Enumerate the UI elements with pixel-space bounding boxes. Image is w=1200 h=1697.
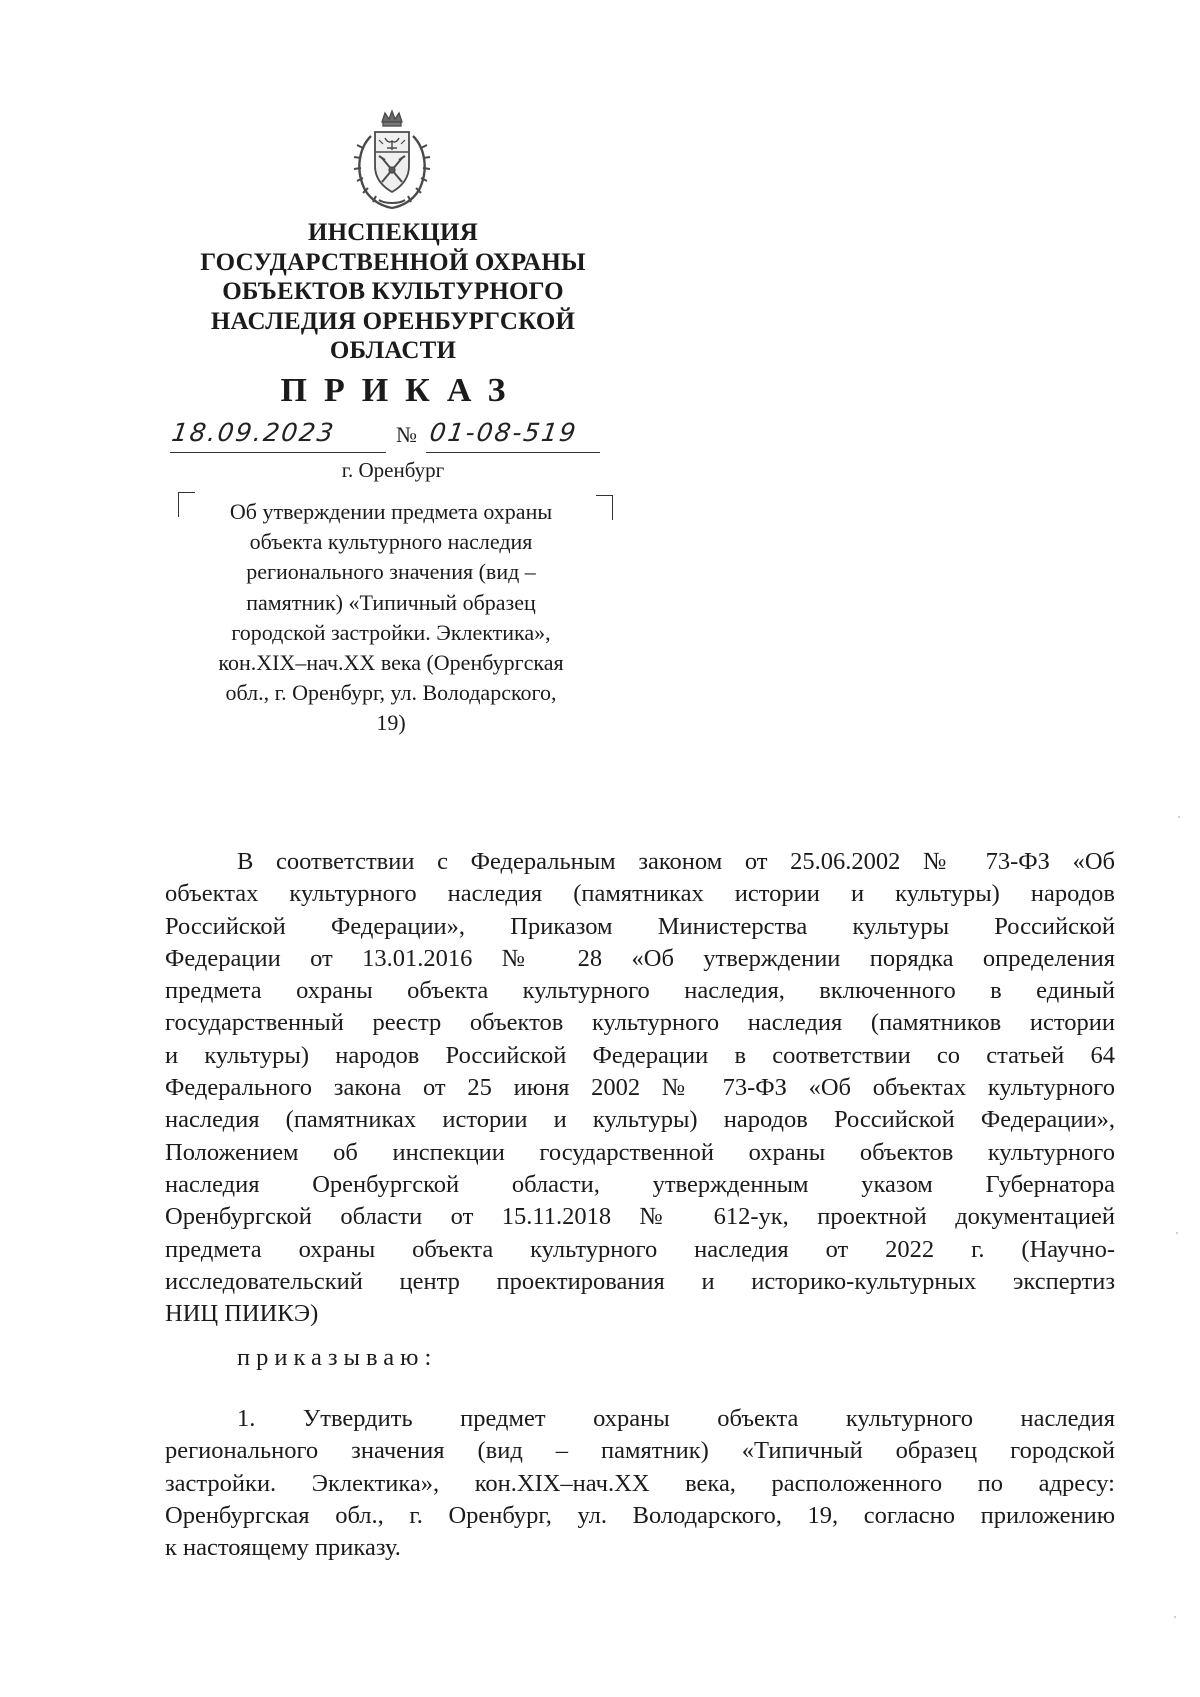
text-line: наследия Оренбургской области, утвержденным указом Губернатора — [165, 1170, 1115, 1198]
text-line: Оренбургская обл., г. Оренбург, ул. Володарского, 19, согласно приложению — [165, 1501, 1115, 1529]
order-subject — [176, 497, 606, 739]
organization-name — [150, 218, 636, 366]
subject-line: регионального значения (вид – — [246, 559, 536, 585]
text-line: к настоящему приказу. — [165, 1534, 401, 1562]
date-underline — [170, 452, 386, 453]
subject-line: объекта культурного наследия — [249, 529, 533, 555]
org-line: ОБЛАСТИ — [329, 337, 457, 364]
text-line: Положением об инспекции государственной охраны объектов культурного — [165, 1138, 1115, 1166]
scan-speck — [1176, 1232, 1178, 1234]
text-line: и культуры) народов Российской Федерации в соответствии со статьей 64 — [165, 1041, 1115, 1069]
scan-speck — [1174, 1616, 1176, 1618]
date-number-row — [170, 418, 600, 454]
order-date: 18.09.2023 — [169, 418, 338, 447]
text-line: Федерации от 13.01.2016 № 28 «Об утверждении порядка определения — [165, 944, 1115, 972]
text-line: исследовательский центр проектирования и историко-культурных экспертиз — [165, 1267, 1115, 1295]
preamble-paragraph — [165, 846, 1115, 1330]
text-line: застройки. Эклектика», кон.XIX–нач.XX века, расположенного по адресу: — [165, 1469, 1115, 1497]
decree-word: приказываю: — [237, 1344, 438, 1371]
order-number: 01-08-519 — [427, 418, 580, 447]
org-line: ГОСУДАРСТВЕННОЙ ОХРАНЫ — [200, 248, 586, 276]
subject-line: памятник) «Типичный образец — [246, 589, 536, 615]
subject-line: Об утверждении предмета охраны — [229, 499, 553, 524]
number-underline — [426, 452, 600, 453]
text-line: предмета охраны объекта культурного наследия, включенного в единый — [165, 977, 1115, 1005]
text-line: объектах культурного наследия (памятниках истории и культуры) народов — [165, 880, 1115, 908]
text-line: регионального значения (вид – памятник) «Типичный образец городской — [165, 1437, 1115, 1465]
subject-line: 19) — [376, 710, 406, 736]
org-line: ИНСПЕКЦИЯ — [308, 219, 478, 246]
item-1-paragraph — [165, 1403, 1115, 1564]
text-line: Российской Федерации», Приказом Министерства культуры Российской — [165, 912, 1115, 940]
coat-of-arms-icon — [349, 108, 435, 212]
text-line: НИЦ ПИИКЭ) — [165, 1300, 319, 1328]
scan-speck — [1178, 816, 1180, 818]
number-sign: № — [396, 422, 417, 447]
text-line: Федерального закона от 25 июня 2002 № 73-ФЗ «Об объектах культурного — [165, 1074, 1115, 1102]
text-line: предмета охраны объекта культурного наследия от 2022 г. (Научно- — [165, 1235, 1115, 1263]
subject-line: обл., г. Оренбург, ул. Володарского, — [225, 680, 557, 706]
subject-line: кон.XIX–нач.XX века (Оренбургская — [218, 650, 564, 676]
text-line: Оренбургской области от 15.11.2018 № 612-ук, проектной документацией — [165, 1203, 1115, 1231]
org-line: НАСЛЕДИЯ ОРЕНБУРГСКОЙ — [210, 307, 576, 335]
order-title: ПРИКАЗ — [280, 372, 523, 409]
city: г. Оренбург — [341, 458, 445, 482]
text-line: 1. Утвердить предмет охраны объекта культурного наследия — [237, 1405, 1115, 1432]
text-line: В соответствии с Федеральным законом от 25.06.2002 № 73-ФЗ «Об — [237, 848, 1115, 875]
text-line: государственный реестр объектов культурного наследия (памятников истории — [165, 1009, 1115, 1037]
text-line: наследия (памятниках истории и культуры) народов Российской Федерации», — [165, 1106, 1115, 1134]
org-line: ОБЪЕКТОВ КУЛЬТУРНОГО — [222, 278, 564, 305]
subject-line: городской застройки. Эклектика», — [231, 619, 551, 645]
